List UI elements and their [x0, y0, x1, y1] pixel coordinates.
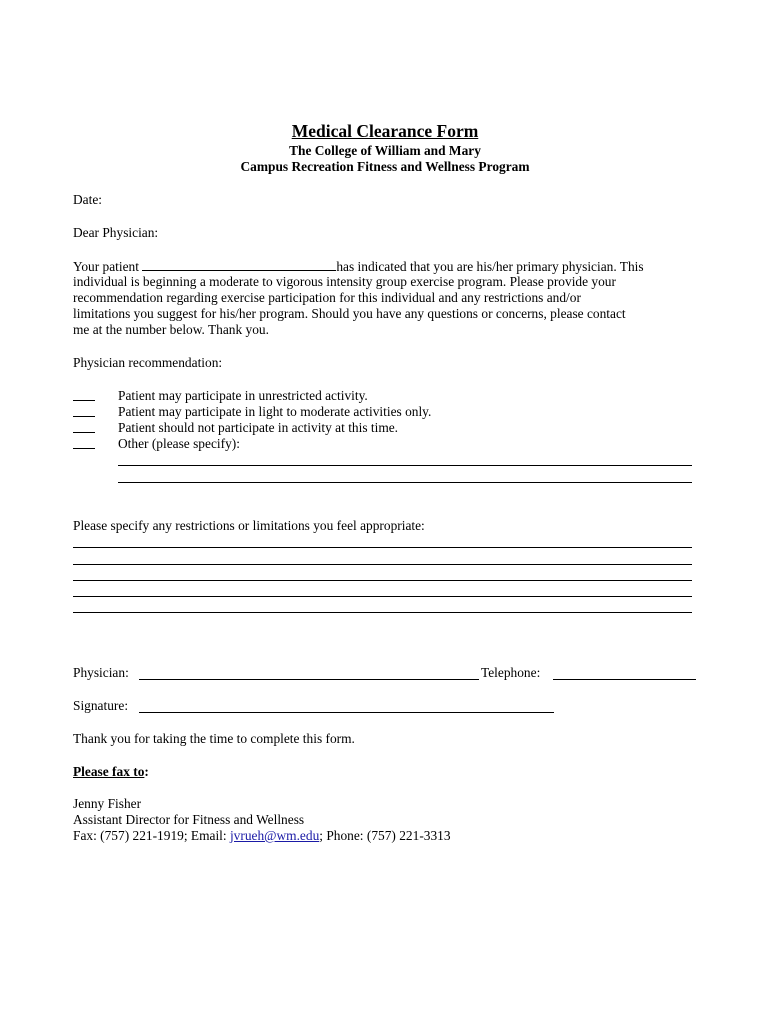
form-title: Medical Clearance Form	[291, 121, 479, 141]
restrictions-line-2[interactable]	[73, 564, 692, 565]
telephone-field[interactable]	[553, 679, 696, 680]
contact-details	[73, 828, 451, 845]
recommendation-label: Physician recommendation:	[73, 355, 223, 370]
contact-name: Jenny Fisher	[73, 796, 142, 811]
other-specify-line-2[interactable]	[118, 482, 692, 483]
fax-heading	[73, 764, 149, 781]
physician-label: Physician:	[73, 665, 129, 680]
option-unrestricted: Patient may participate in unrestricted activity.	[118, 388, 368, 403]
option-row	[73, 388, 95, 406]
restrictions-label: Please specify any restrictions or limitations you feel appropriate:	[73, 518, 425, 533]
contact-email-link[interactable]: jvrueh@wm.edu	[229, 828, 320, 843]
option-check-no-activity[interactable]	[73, 420, 95, 433]
contact-role: Assistant Director for Fitness and Wellness	[73, 812, 305, 827]
your-patient-label: Your patient	[73, 259, 139, 274]
option-other: Other (please specify):	[118, 436, 240, 451]
other-specify-line-1[interactable]	[118, 465, 692, 466]
option-light-moderate: Patient may participate in light to moderate activities only.	[118, 404, 432, 419]
signature-label: Signature:	[73, 698, 129, 713]
contact-fax: Fax: (757) 221-1919; Email:	[73, 828, 230, 843]
thank-you-text: Thank you for taking the time to complete this form.	[73, 731, 355, 746]
signature-field[interactable]	[139, 712, 554, 713]
salutation: Dear Physician:	[73, 225, 159, 240]
intro-line-5: me at the number below. Thank you.	[73, 322, 269, 337]
option-check-other[interactable]	[73, 436, 95, 449]
college-name: The College of William and Mary	[289, 143, 481, 158]
restrictions-line-1[interactable]	[73, 547, 692, 548]
contact-phone: ; Phone: (757) 221-3313	[319, 828, 451, 843]
option-check-light-moderate[interactable]	[73, 404, 95, 417]
program-name: Campus Recreation Fitness and Wellness Program	[240, 159, 530, 174]
intro-line-1-rest: has indicated that you are his/her primary physician. This	[336, 259, 644, 274]
physician-name-field[interactable]	[139, 679, 479, 680]
option-row	[73, 436, 95, 454]
option-row	[73, 420, 95, 438]
option-check-unrestricted[interactable]	[73, 388, 95, 401]
restrictions-line-3[interactable]	[73, 580, 692, 581]
fax-heading-label: Please fax to	[73, 764, 145, 779]
intro-line-1	[73, 258, 644, 276]
intro-line-4: limitations you suggest for his/her program. Should you have any questions or concerns, please contact	[73, 306, 626, 321]
fax-heading-colon: :	[144, 764, 149, 779]
restrictions-line-4[interactable]	[73, 596, 692, 597]
intro-line-3: recommendation regarding exercise participation for this individual and any restrictions and/or	[73, 290, 581, 305]
restrictions-line-5[interactable]	[73, 612, 692, 613]
telephone-label: Telephone:	[481, 665, 541, 680]
date-label: Date:	[73, 192, 102, 207]
patient-name-field[interactable]	[142, 258, 336, 271]
option-row	[73, 404, 95, 422]
intro-line-2: individual is beginning a moderate to vigorous intensity group exercise program. Please provide your	[73, 274, 616, 289]
option-no-activity: Patient should not participate in activity at this time.	[118, 420, 399, 435]
